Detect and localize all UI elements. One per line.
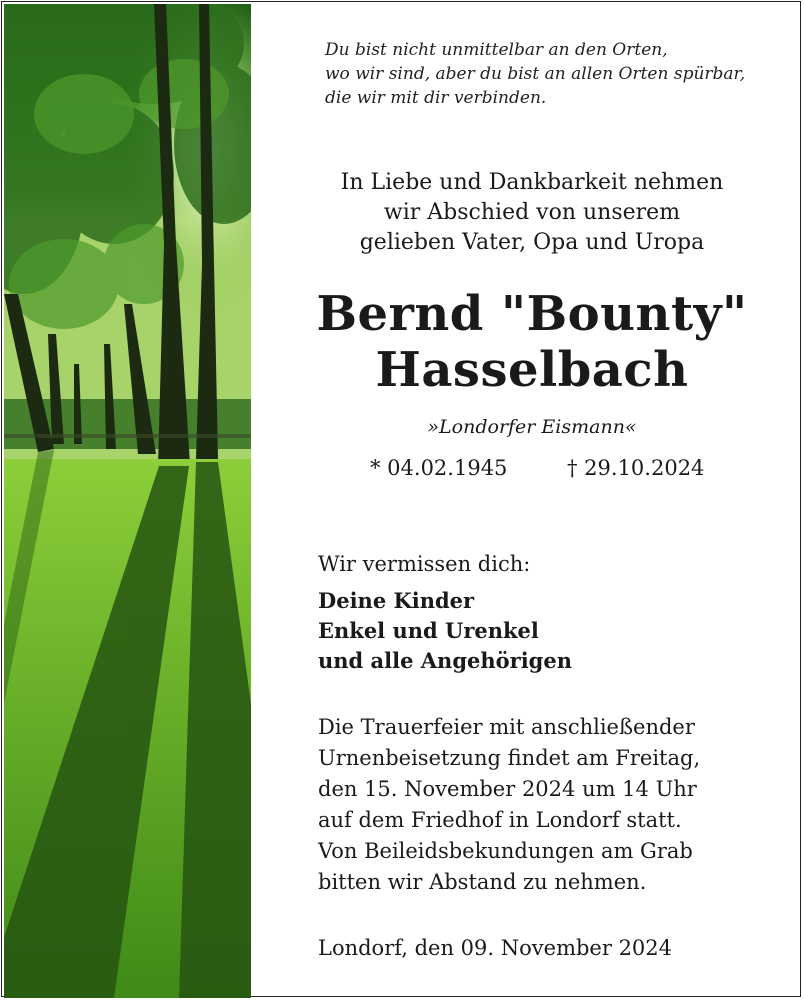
intro-line: gelieben Vater, Opa und Uropa <box>359 230 705 255</box>
poem-line: die wir mit dir verbinden. <box>325 88 547 108</box>
poem-line: Du bist nicht unmittelbar an den Orten, <box>325 40 668 60</box>
farewell-intro <box>262 168 802 258</box>
memorial-poem <box>325 38 745 110</box>
funeral-service-notice <box>318 712 700 898</box>
deceased-name <box>262 286 802 398</box>
poem-line: wo wir sind, aber du bist an allen Orten spürbar, <box>325 64 746 84</box>
service-line: Die Trauerfeier mit anschließender <box>318 715 695 739</box>
park-trees-illustration <box>4 4 251 998</box>
service-line: auf dem Friedhof in Londorf statt. <box>318 808 682 832</box>
death-date: † 29.10.2024 <box>567 456 705 480</box>
park-trees-image <box>4 4 251 998</box>
intro-line: wir Abschied von unserem <box>383 200 681 225</box>
deceased-nickname: »Londorfer Eismann« <box>427 416 637 438</box>
service-line: den 15. November 2024 um 14 Uhr <box>318 777 697 801</box>
mourners-list <box>318 586 572 676</box>
mourner-line: und alle Angehörigen <box>318 648 572 673</box>
mourners-heading: Wir vermissen dich: <box>318 552 531 576</box>
name-line-1: Bernd "Bounty" <box>316 286 748 342</box>
service-line: Urnenbeisetzung findet am Freitag, <box>318 746 701 770</box>
service-line: Von Beileidsbekundungen am Grab <box>318 839 693 863</box>
intro-line: In Liebe und Dankbarkeit nehmen <box>340 170 724 195</box>
mourner-line: Deine Kinder <box>318 588 475 613</box>
birth-date: * 04.02.1945 <box>370 456 508 480</box>
name-line-2: Hasselbach <box>375 342 689 398</box>
mourner-line: Enkel und Urenkel <box>318 618 539 643</box>
service-line: bitten wir Abstand zu nehmen. <box>318 870 647 894</box>
obituary-text <box>262 2 802 1002</box>
place-and-date: Londorf, den 09. November 2024 <box>318 936 673 960</box>
obituary-frame <box>1 1 801 997</box>
